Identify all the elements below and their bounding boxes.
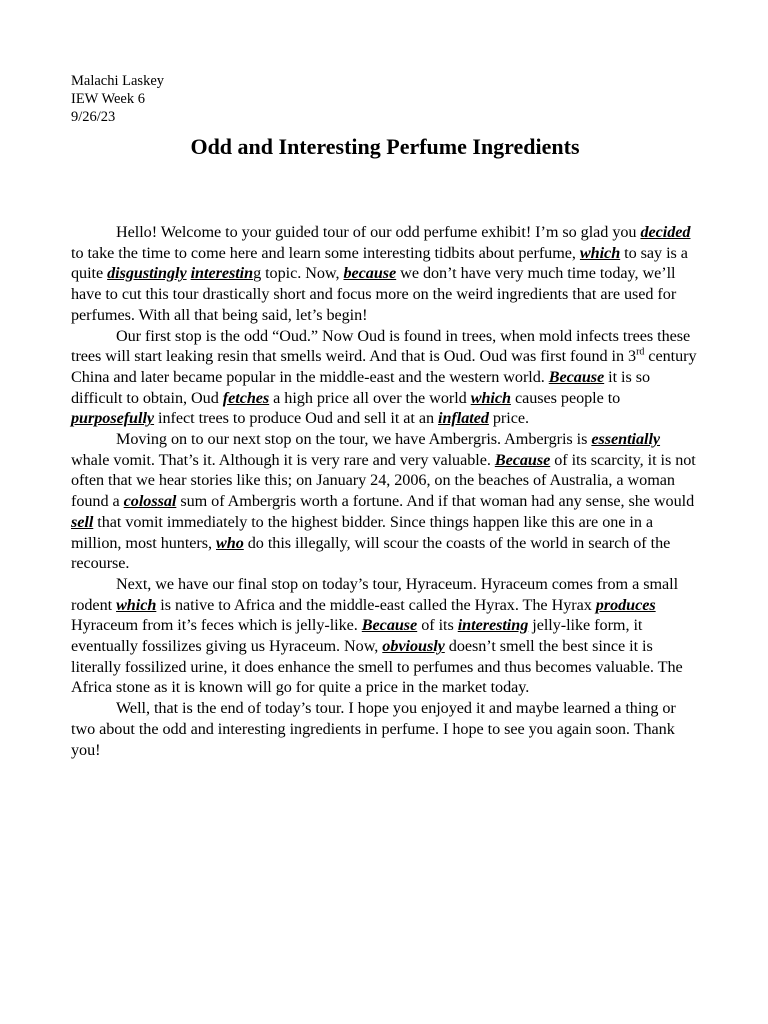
paragraph-hyraceum (71, 574, 699, 698)
text-segment: Next, we have our final stop on today’s tour, Hyraceum. Hyraceum comes from a small rodent (71, 574, 679, 614)
text-segment: we don’t have very much time today, we’ll have to cut this tour drastically short and focus more on the weird ingredients that are used for perfumes. With all that being said, let’s begin! (71, 264, 677, 324)
ordinal-superscript: rd (636, 346, 645, 358)
vocab-word: fetches (222, 388, 270, 407)
text-segment: infect trees to produce Oud and sell it at an (154, 409, 439, 428)
text-segment: do this illegally, will scour the coasts of the world in search of the recourse. (71, 533, 671, 573)
paragraph-ambergris (71, 429, 699, 574)
vocab-word: obviously (382, 637, 445, 656)
vocab-word: produces (595, 595, 656, 614)
text-segment: sum of Ambergris worth a fortune. And if that woman had any sense, she would (176, 492, 695, 511)
text-segment: to say is a quite (71, 243, 688, 283)
essay-body (71, 222, 699, 760)
vocab-word: essentially (591, 430, 661, 449)
text-segment: Hyraceum from it’s feces which is jelly-like. (71, 616, 362, 635)
paragraph-oud (71, 326, 699, 430)
text-segment: Our first stop is the odd “Oud.” Now Oud is found in trees, when mold infects trees these trees will start leaking resin that smells weird. And that is Oud. Oud was first found in 3 (71, 326, 691, 366)
document-page (71, 72, 699, 760)
vocab-word: disgustingly (107, 264, 187, 283)
text-segment: jelly-like form, it eventually fossilizes giving us Hyraceum. Now, (71, 616, 643, 656)
text-segment: causes people to (510, 388, 621, 407)
text-segment: that vomit immediately to the highest bidder. Since things happen like this are one in a million, most hunters, (71, 512, 654, 552)
paragraph-intro (71, 222, 699, 326)
text-segment: Moving on to our next stop on the tour, we have Ambergris. Ambergris is (116, 430, 592, 449)
paragraph-conclusion (71, 698, 699, 760)
vocab-word: decided (640, 223, 691, 241)
vocab-word: who (216, 533, 244, 552)
text-segment: price. (488, 409, 529, 428)
vocab-word: sell (71, 512, 94, 531)
vocab-word: purposefully (71, 409, 155, 428)
text-segment: is native to Africa and the middle-east called the Hyrax. The Hyrax (156, 595, 596, 614)
course-label: IEW Week 6 (71, 91, 145, 107)
vocab-word: interestin (190, 264, 254, 283)
text-segment: Hello! Welcome to your guided tour of our odd perfume exhibit! I’m so glad you (116, 223, 641, 241)
author-name: Malachi Laskey (71, 73, 165, 89)
text-segment: it is so difficult to obtain, Oud (71, 367, 651, 407)
vocab-word: which (116, 595, 157, 614)
text-segment: a high price all over the world (269, 388, 471, 407)
vocab-word: which (579, 243, 621, 262)
vocab-word: colossal (123, 492, 177, 511)
date-label: 9/26/23 (71, 109, 116, 125)
vocab-word: because (343, 264, 397, 283)
text-segment: Well, that is the end of today’s tour. I hope you enjoyed it and maybe learned a thing or two about the odd and interesting ingredients in perfume. I hope to see you again soon. Thank you! (71, 699, 676, 759)
vocab-word: interesting (457, 616, 529, 635)
vocab-word: which (470, 388, 511, 407)
text-segment: of its (417, 616, 458, 635)
page-title: Odd and Interesting Perfume Ingredients (190, 134, 580, 159)
text-segment: to take the time to come here and learn some interesting tidbits about perfume, (71, 243, 580, 262)
vocab-word: inflated (438, 409, 489, 428)
vocab-word: Because (548, 367, 605, 386)
vocab-word: Because (494, 450, 551, 469)
text-segment: whale vomit. That’s it. Although it is very rare and very valuable. (71, 450, 495, 469)
text-segment: of its scarcity, it is not often that we hear stories like this; on January 24, 2006, on the beaches of Australia, a woman found a (71, 450, 696, 511)
text-segment: doesn’t smell the best since it is literally fossilized urine, it does enhance the smell to perfumes and thus becomes valuable. The Africa stone as it is known will go for quite a price in the market today. (71, 637, 683, 697)
text-segment: g topic. Now, (253, 264, 344, 283)
text-segment: century China and later became popular in the middle-east and the western world. (71, 347, 697, 386)
vocab-word: Because (361, 616, 418, 635)
